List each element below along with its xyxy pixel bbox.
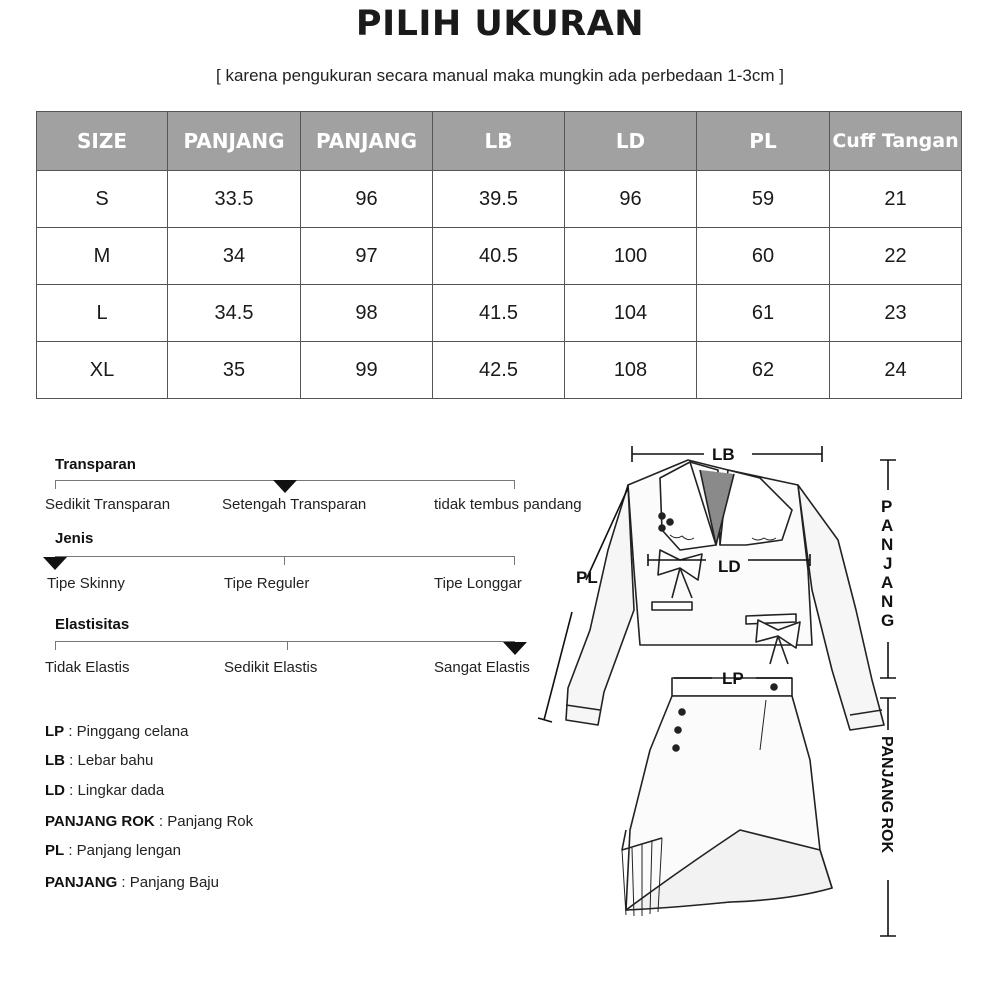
garment-illustration — [520, 430, 990, 950]
table-cell: 39.5 — [433, 171, 565, 228]
jacket-right-sleeve — [798, 485, 884, 730]
header-panjang: PANJANG — [301, 112, 433, 171]
pocket-flap — [652, 602, 692, 610]
table-cell: 34 — [168, 228, 301, 285]
legend-desc: : Lingkar dada — [65, 782, 165, 799]
panjang-letter: N — [881, 592, 894, 611]
header-size: SIZE — [37, 112, 168, 171]
scale-tick — [514, 480, 515, 489]
table-cell: 21 — [830, 171, 962, 228]
table-cell: 42.5 — [433, 342, 565, 399]
scale-label: Tidak Elastis — [45, 659, 130, 676]
panjang-letter: N — [881, 535, 894, 554]
table-cell: M — [37, 228, 168, 285]
button — [667, 519, 673, 525]
table-header-row — [37, 112, 962, 171]
scale-label: Tipe Reguler — [224, 575, 310, 592]
legend-item — [45, 723, 188, 740]
table-cell: XL — [37, 342, 168, 399]
table-cell: 98 — [301, 285, 433, 342]
scale-line — [55, 641, 515, 642]
table-cell: 104 — [565, 285, 697, 342]
scale-line — [55, 556, 515, 557]
legend-abbr: PANJANG — [45, 874, 118, 891]
table-row — [37, 342, 962, 399]
table-row — [37, 228, 962, 285]
panjang-letter: J — [883, 554, 893, 573]
table-cell: 62 — [697, 342, 830, 399]
panjang-rok-label: PANJANG ROK — [878, 736, 895, 854]
pocket-flap — [746, 614, 796, 624]
panjang-letter: G — [881, 611, 895, 630]
scale-marker — [273, 480, 297, 493]
legend-desc: : Lebar bahu — [65, 752, 154, 769]
table-row — [37, 171, 962, 228]
panjang-label — [881, 497, 894, 630]
scale-title: Elastisitas — [55, 616, 130, 633]
legend-abbr: PL — [45, 842, 65, 859]
pl-label: PL — [576, 568, 598, 587]
button — [673, 745, 679, 751]
scale-label: Sangat Elastis — [434, 659, 530, 676]
legend-abbr: PANJANG ROK — [45, 813, 155, 830]
table-cell: 22 — [830, 228, 962, 285]
legend-item — [45, 782, 164, 799]
panjang-letter: A — [881, 516, 894, 535]
jacket-left-sleeve — [566, 485, 634, 725]
header-lb: LB — [433, 112, 565, 171]
table-cell: 99 — [301, 342, 433, 399]
scale-label: Tipe Skinny — [47, 575, 125, 592]
table-cell: 108 — [565, 342, 697, 399]
table-cell: 24 — [830, 342, 962, 399]
legend-item — [45, 842, 181, 859]
scale-tick — [55, 641, 56, 650]
table-row — [37, 285, 962, 342]
header-ld: LD — [565, 112, 697, 171]
legend-desc: : Panjang Baju — [117, 874, 219, 891]
panjang-letter: A — [881, 573, 894, 592]
table-cell: 60 — [697, 228, 830, 285]
scale-label: Setengah Transparan — [222, 496, 367, 513]
lb-label: LB — [712, 445, 735, 464]
button — [659, 513, 665, 519]
legend-desc: : Pinggang celana — [64, 723, 189, 740]
button — [675, 727, 681, 733]
button — [659, 525, 665, 531]
scale-label: tidak tembus pandang — [434, 496, 582, 513]
scale-tick — [287, 641, 288, 650]
scale-tick — [55, 480, 56, 489]
lp-label: LP — [722, 669, 744, 688]
panjang-letter: P — [881, 497, 893, 516]
scale-tick — [284, 556, 285, 565]
legend-item — [45, 813, 253, 830]
button — [771, 684, 777, 690]
scale-marker — [43, 557, 67, 570]
scale-label: Tipe Longgar — [434, 575, 522, 592]
legend-abbr: LD — [45, 782, 65, 799]
table-cell: 97 — [301, 228, 433, 285]
table-cell: 35 — [168, 342, 301, 399]
table-cell: 40.5 — [433, 228, 565, 285]
size-table — [36, 111, 962, 399]
table-cell: 100 — [565, 228, 697, 285]
legend-item — [45, 752, 153, 769]
table-cell: 96 — [565, 171, 697, 228]
scale-label: Sedikit Transparan — [45, 496, 171, 513]
header-cuff-tangan: Cuff Tangan — [830, 112, 962, 171]
table-cell: 23 — [830, 285, 962, 342]
scale-tick — [514, 556, 515, 565]
table-cell: 34.5 — [168, 285, 301, 342]
scale-label: Sedikit Elastis — [224, 659, 318, 676]
table-cell: 41.5 — [433, 285, 565, 342]
legend-abbr: LB — [45, 752, 65, 769]
ld-label: LD — [718, 557, 741, 576]
scale-title: Transparan — [55, 456, 136, 473]
header-panjang: PANJANG — [168, 112, 301, 171]
table-cell: 59 — [697, 171, 830, 228]
button — [679, 709, 685, 715]
page-subtitle: [ karena pengukuran secara manual maka mungkin ada perbedaan 1-3cm ] — [216, 66, 784, 85]
legend-desc: : Panjang lengan — [64, 842, 181, 859]
scale-title: Jenis — [55, 530, 94, 547]
legend-abbr: LP — [45, 723, 65, 740]
table-cell: 61 — [697, 285, 830, 342]
page-title: PILIH UKURAN — [355, 4, 645, 44]
table-cell: L — [37, 285, 168, 342]
legend-item — [45, 874, 219, 891]
legend-desc: : Panjang Rok — [154, 813, 254, 830]
table-cell: 33.5 — [168, 171, 301, 228]
table-cell: S — [37, 171, 168, 228]
table-cell: 96 — [301, 171, 433, 228]
header-pl: PL — [697, 112, 830, 171]
